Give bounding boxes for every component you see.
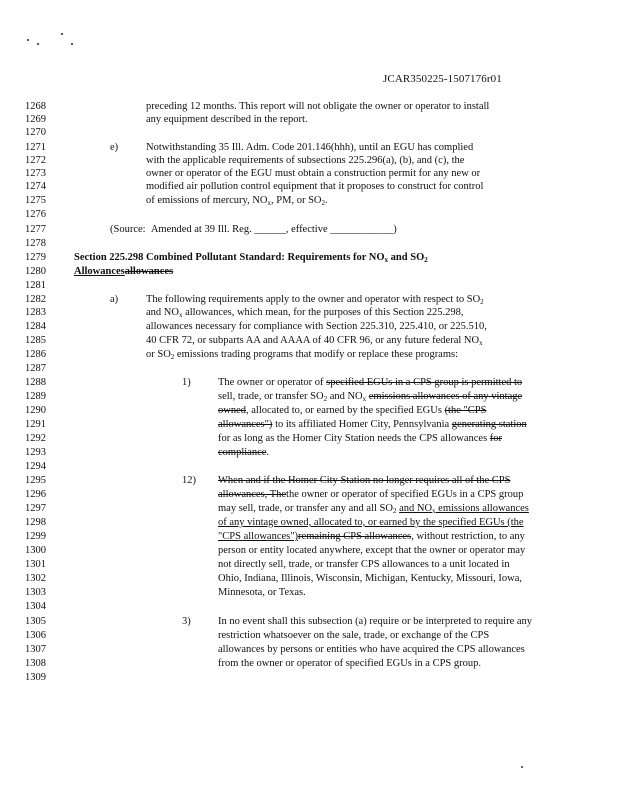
text-line: any equipment described in the report. <box>146 114 308 125</box>
line-number: 1291 <box>25 419 46 430</box>
subsection-marker-e: e) <box>110 142 119 153</box>
line-number: 1277 <box>25 224 46 235</box>
item-marker-3: 3) <box>182 616 191 627</box>
text-line: allowances, Thethe owner or operator of specified EGUs in a CPS group <box>218 489 524 500</box>
section-heading: Section 225.298 Combined Pollutant Standard: Requirements for $NO_x$ and $SO_2$ <box>74 252 428 264</box>
line-number: 1302 <box>25 573 46 584</box>
source-note <box>110 224 397 237</box>
line-number: 1303 <box>25 587 46 598</box>
line-number: 1309 <box>25 672 46 683</box>
line-number: 1294 <box>25 461 46 472</box>
line-number: 1280 <box>25 266 46 277</box>
line-number: 1286 <box>25 349 46 360</box>
text-line: allowances") to its affiliated Homer City, Pennsylvania generating station <box>218 419 527 430</box>
text-line: In no event shall this subsection (a) require or be interpreted to require any <box>218 616 533 627</box>
text-line: for as long as the Homer City Station needs the CPS allowances for <box>218 433 503 444</box>
text-line: When and if the Homer City Station no longer requires all of the CPS <box>218 475 511 486</box>
text-line: 40 CFR 72, or subparts AA and AAAA of 40 CFR 96, or any future federal $NO_x$ <box>146 335 483 347</box>
text-line: owner or operator of the EGU must obtain a construction permit for any new or <box>146 168 481 179</box>
text-line: Minnesota, or Texas. <box>218 587 306 598</box>
line-number: 1282 <box>25 294 46 305</box>
line-number: 1298 <box>25 517 46 528</box>
line-number: 1299 <box>25 531 46 542</box>
subsection-marker-a: a) <box>110 294 119 305</box>
line-number: 1288 <box>25 377 46 388</box>
line-number: 1290 <box>25 405 46 416</box>
text-line: allowances necessary for compliance with Section 225.310, 225.410, or 225.510, <box>146 321 487 332</box>
item-marker-12: 12) <box>182 475 196 486</box>
source-label: (Source: <box>110 224 146 235</box>
line-number: 1273 <box>25 168 46 179</box>
line-number: 1293 <box>25 447 46 458</box>
document-header-id: JCAR350225-1507176r01 <box>383 73 502 85</box>
text-line: sell, trade, or transfer $SO_2$ and $NO_x$ emissions allowances of any vintage <box>218 391 523 403</box>
line-number: 1268 <box>25 101 46 112</box>
text-line: and $NO_x$ allowances, which mean, for the purposes of this Section 225.298, <box>146 307 464 319</box>
line-number: 1271 <box>25 142 46 153</box>
line-number: 1270 <box>25 127 46 138</box>
line-number: 1289 <box>25 391 46 402</box>
line-number: 1296 <box>25 489 46 500</box>
line-number: 1278 <box>25 238 46 249</box>
line-number: 1276 <box>25 209 46 220</box>
line-number: 1274 <box>25 181 46 192</box>
line-number: 1269 <box>25 114 46 125</box>
line-number: 1275 <box>25 195 46 206</box>
line-number: 1285 <box>25 335 46 346</box>
line-number: 1297 <box>25 503 46 514</box>
line-number: 1306 <box>25 630 46 641</box>
line-number: 1308 <box>25 658 46 669</box>
text-line: Ohio, Indiana, Illinois, Wisconsin, Michigan, Kentucky, Missouri, Iowa, <box>218 573 523 584</box>
text-line: compliance. <box>218 447 270 458</box>
section-heading-continued: Allowancesallowances <box>74 266 174 277</box>
text-line: person or entity located anywhere, except that the owner or operator may <box>218 545 526 556</box>
text-line: Notwithstanding 35 Ill. Adm. Code 201.146(hhh), until an EGU has complied <box>146 142 474 153</box>
text-line: "CPS allowances")remaining CPS allowances, without restriction, to any <box>218 531 525 542</box>
line-number: 1284 <box>25 321 46 332</box>
text-line: or $SO_2$ emissions trading programs that modify or replace these programs: <box>146 349 459 361</box>
line-number: 1300 <box>25 545 46 556</box>
line-number: 1304 <box>25 601 46 612</box>
source-text: Amended at 39 Ill. Reg. ______, effective ____________) <box>150 224 397 235</box>
text-line: owned, allocated to, or earned by the specified EGUs (the "CPS <box>218 405 487 416</box>
text-line: preceding 12 months. This report will not obligate the owner or operator to install <box>146 101 490 112</box>
text-line: with the applicable requirements of subsections 225.296(a), (b), and (c), the <box>146 155 465 166</box>
text-line: may sell, trade, or transfer any and all $SO_2$ and $NO_x$ emissions allowances <box>218 503 529 515</box>
line-number: 1287 <box>25 363 46 374</box>
text-line: restriction whatsoever on the sale, trade, or exchange of the CPS <box>218 630 490 641</box>
text-line: The following requirements apply to the owner and operator with respect to $SO_2$ <box>146 294 484 306</box>
line-number: 1279 <box>25 252 46 263</box>
scan-specks <box>26 30 86 54</box>
line-number: 1283 <box>25 307 46 318</box>
text-line: of any vintage owned, allocated to, or earned by the specified EGUs (the <box>218 517 524 528</box>
scan-speck <box>521 766 523 768</box>
text-line: of emissions of mercury, $NO_x$, PM, or $SO_2$. <box>146 195 328 207</box>
text-line: from the owner or operator of specified EGUs in a CPS group. <box>218 658 482 669</box>
text-line: The owner or operator of specified EGUs in a CPS group is permitted to <box>218 377 523 388</box>
line-number: 1292 <box>25 433 46 444</box>
text-line: not directly sell, trade, or transfer CPS allowances to a unit located in <box>218 559 510 570</box>
text-line: modified air pollution control equipment that it proposes to construct for control <box>146 181 484 192</box>
line-number: 1305 <box>25 616 46 627</box>
text-line: allowances by persons or entities who have acquired the CPS allowances <box>218 644 525 655</box>
line-number: 1301 <box>25 559 46 570</box>
line-number: 1307 <box>25 644 46 655</box>
line-number: 1281 <box>25 280 46 291</box>
line-number: 1272 <box>25 155 46 166</box>
line-number: 1295 <box>25 475 46 486</box>
item-marker-1: 1) <box>182 377 191 388</box>
